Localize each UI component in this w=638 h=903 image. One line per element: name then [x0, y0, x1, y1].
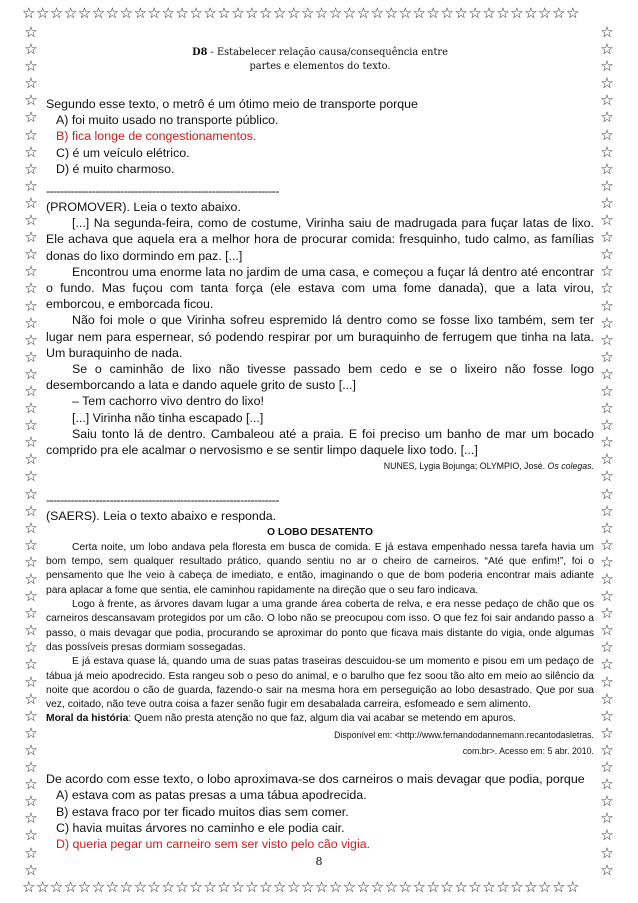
q1-option-c: C) é um veículo elétrico. [56, 145, 190, 160]
q3-story-title: O LOBO DESATENTO [266, 526, 374, 538]
separator-1: ------------------------------------------------------------------ [46, 184, 279, 199]
q2-intro: (PROMOVER). Leia o texto abaixo. [46, 200, 241, 215]
q3-moral-text: : Quem não presta atenção no que faz, algum dia vai acabar se metendo em apuros. [128, 713, 516, 725]
q3-option-b: B) estava fraco por ter ficado muitos dias sem comer. [56, 804, 349, 819]
page-content [46, 46, 594, 852]
q2-reference: NUNES, Lygia Bojunga; OLYMPIO, José. Os colegas. [383, 461, 594, 472]
q3-option-d-answer: D) queria pegar um carneiro sem ser visto pelo cão vigia. [56, 836, 371, 851]
q3-option-a: A) estava com as patas presas a uma tábua apodrecida. [56, 788, 367, 803]
q2-paragraph-1: [...] Na segunda-feira, como de costume, Virinha saiu de madrugada para fuçar latas de lixo. Ele achava que aquela era a melhor hora de procurar comida: fresquinho, tudo calmo, as famílias donas do lixo dormindo em paz. [...] [46, 216, 594, 263]
q3-intro: (SAERS). Leia o texto abaixo e responda. [46, 509, 277, 524]
star-border-bottom: ☆☆☆☆☆☆☆☆☆☆☆☆☆☆☆☆☆☆☆☆☆☆☆☆☆☆☆☆☆☆☆☆☆☆☆☆☆☆☆☆ [22, 880, 580, 896]
q2-paragraph-5: – Tem cachorro vivo dentro do lixo! [72, 394, 264, 409]
q2-paragraph-4: Se o caminhão de lixo não tivesse passado bem cedo e se o lixeiro não fosse logo desemborcando a lata e dando aquele grito de susto [...] [46, 362, 594, 393]
skill-code: D8 [192, 47, 208, 58]
q1-option-a: A) foi muito usado no transporte público. [56, 113, 279, 128]
q2-reference-title: Os colegas. [547, 461, 594, 472]
q3-moral [46, 712, 594, 726]
separator-2: ------------------------------------------------------------------ [46, 493, 279, 508]
q1-option-d: D) é muito charmoso. [56, 161, 175, 176]
star-border-right: ☆ ☆ ☆ ☆ ☆ ☆ ☆ ☆ ☆ ☆ ☆ ☆ ☆ ☆ ☆ ☆ ☆ ☆ ☆ ☆ ☆ ☆ ☆ ☆ ☆ ☆ ☆ ☆ ☆ ☆ ☆ ☆ ☆ ☆ ☆ ☆ ☆ ☆ ☆ ☆ ☆ ☆ ☆ ☆ ☆ ☆ ☆ ☆ ☆ ☆ [600, 24, 614, 879]
q2-paragraph-7: Saiu tonto lá de dentro. Cambaleou até a praia. E foi preciso um banho de mar um bocado comprido pra ele acalmar o nervosismo e se sentir limpo daquele lixo todo. [...] [46, 426, 594, 458]
q3-moral-label: Moral da história [46, 713, 129, 725]
q3-option-c: C) havia muitas árvores no caminho e ele podia cair. [56, 820, 345, 835]
q1-question: Segundo esse texto, o metrô é um ótimo meio de transporte porque [46, 97, 418, 111]
skill-header: D8 - Estabelecer relação causa/consequência entre partes e elementos do texto. [46, 46, 594, 74]
q3-paragraph-1: Certa noite, um lobo andava pela floresta em busca de comida. E já estava empenhado nessa tarefa havia um bom tempo, sem qualquer resultado prático, quando sentiu no ar o cheiro de carneiros. “Até que enfim!”, foi o pensamento que lhe veio à cabeça de imediato, e então, imaginando o que de bom poderia encontrar mais adiante para aplacar a fome que sentia, ele caminhou rapidamente na direção que o seu faro indicava. [46, 541, 594, 596]
skill-title-line1: Estabelecer relação causa/consequência entre [216, 47, 448, 58]
q2-paragraph-3: Não foi mole o que Virinha sofreu espremido lá dentro como se fosse lixo também, sem ter lugar nem para espernear, só podendo respirar por um buraquinho de ferrugem que tinha na lata. Um buraquinho de nada. [46, 313, 594, 360]
q3-source-line1: Disponível em: <http://www.fernandodannemann.recantodasletras. [334, 729, 594, 740]
q3-paragraph-2: Logo à frente, as árvores davam lugar a uma grande área coberta de relva, e era nesse pedaço de chão que os carneiros descansavam protegidos por um cão. O lobo não se preocupou com isso. O que fez foi sair andando passo a passo, o mais devagar que podia, procurando se aproximar do ponto que ficava mais distante do vigia, onde algumas das possíveis presas dormiam sossegadas. [46, 599, 594, 653]
q3-source-line2: com.br>. Acesso em: 5 abr. 2010. [462, 745, 594, 756]
skill-title-line2: partes e elementos do texto. [249, 61, 391, 72]
q3-question: De acordo com esse texto, o lobo aproximava-se dos carneiros o mais devagar que podia, porque [46, 772, 585, 787]
q1-option-b-answer: B) fica longe de congestionamentos. [56, 129, 257, 144]
star-border-left: ☆ ☆ ☆ ☆ ☆ ☆ ☆ ☆ ☆ ☆ ☆ ☆ ☆ ☆ ☆ ☆ ☆ ☆ ☆ ☆ ☆ ☆ ☆ ☆ ☆ ☆ ☆ ☆ ☆ ☆ ☆ ☆ ☆ ☆ ☆ ☆ ☆ ☆ ☆ ☆ ☆ ☆ ☆ ☆ ☆ ☆ ☆ ☆ ☆ ☆ [24, 24, 38, 879]
q2-paragraph-2: Encontrou uma enorme lata no jardim de uma casa, e começou a fuçar lá dentro até encontrar o fundo. Mas fuçou com tanta força (ele estava com uma fome danada), que a lata virou, emborcou, e emborcada ficou. [46, 264, 594, 312]
q2-paragraph-6: [...] Virinha não tinha escapado [...] [72, 410, 264, 425]
q3-paragraph-3: E já estava quase lá, quando uma de suas patas traseiras descuidou-se um momento e pisou em um pedaço de tábua já meio apodrecido. Esta rangeu sob o peso do animal, e o barulho que fez soou tão alto em meio ao silêncio da noite que acordou o cão de guarda, fazendo-o sair na mesma hora em perseguição ao lobo desastrado. Que por sua vez, coitado, não teve outra coisa a fazer senão fugir em desabalada carreira, esfomeado e sem alimento. [46, 656, 594, 711]
star-border-top: ☆☆☆☆☆☆☆☆☆☆☆☆☆☆☆☆☆☆☆☆☆☆☆☆☆☆☆☆☆☆☆☆☆☆☆☆☆☆☆☆ [22, 6, 580, 22]
page-number: 8 [315, 855, 323, 868]
